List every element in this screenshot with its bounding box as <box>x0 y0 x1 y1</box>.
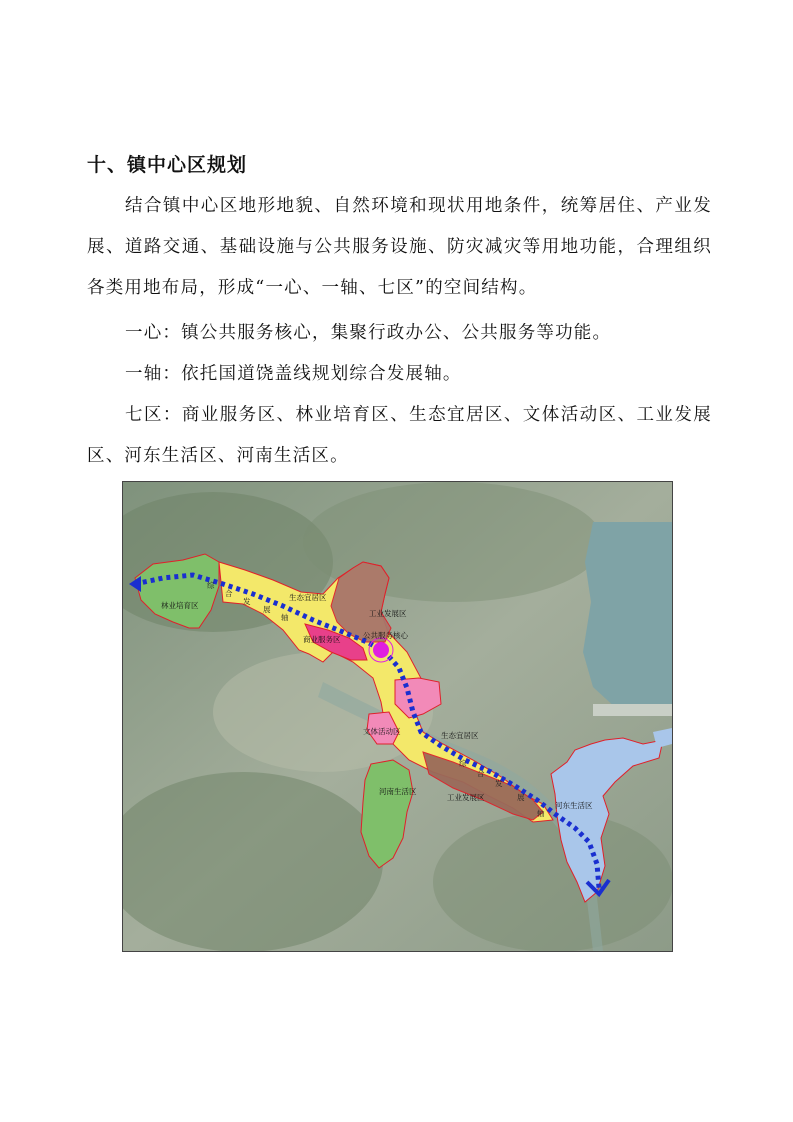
section-heading: 十、镇中心区规划 <box>87 154 248 176</box>
axis-char: 合 <box>225 589 233 598</box>
reservoir <box>583 522 672 710</box>
zones-paragraph: 七区：商业服务区、林业培育区、生态宜居区、文体活动区、工业发展区、河东生活区、河南生活区。 <box>87 405 712 466</box>
planning-map <box>122 481 673 952</box>
label-eco-north: 生态宜居区 <box>289 593 327 602</box>
label-core: 公共服务核心 <box>363 631 408 640</box>
axis-char: 综 <box>459 759 467 768</box>
label-culture: 文体活动区 <box>363 727 401 736</box>
axis-char: 综 <box>207 581 215 590</box>
label-commerce: 商业服务区 <box>303 635 341 644</box>
label-industry-north: 工业发展区 <box>369 609 407 618</box>
label-eco-south: 生态宜居区 <box>441 731 479 740</box>
axis-char: 展 <box>263 605 271 614</box>
axis-char: 轴 <box>281 613 289 622</box>
planning-map-svg <box>123 482 672 951</box>
label-forestry: 林业培育区 <box>161 601 199 610</box>
label-industry-south: 工业发展区 <box>447 793 485 802</box>
axis-char: 发 <box>495 779 503 788</box>
axis-char: 轴 <box>537 809 545 818</box>
dam <box>593 704 672 716</box>
intro-paragraph: 结合镇中心区地形地貌、自然环境和现状用地条件，统筹居住、产业发展、道路交通、基础设施与公共服务设施、防灾减灾等用地功能，合理组织各类用地布局，形成“一心、一轴、七区”的空间结构。 <box>87 196 712 298</box>
label-hedong: 河东生活区 <box>555 801 593 810</box>
forest-patch <box>433 812 672 951</box>
public-service-core-marker <box>373 642 389 658</box>
axis-char: 发 <box>243 597 251 606</box>
axis-char: 合 <box>477 769 485 778</box>
core-paragraph: 一心：镇公共服务核心，集聚行政办公、公共服务等功能。 <box>125 323 612 343</box>
axis-paragraph: 一轴：依托国道饶盖线规划综合发展轴。 <box>125 364 462 384</box>
axis-char: 展 <box>517 793 525 802</box>
label-henan: 河南生活区 <box>379 787 417 796</box>
